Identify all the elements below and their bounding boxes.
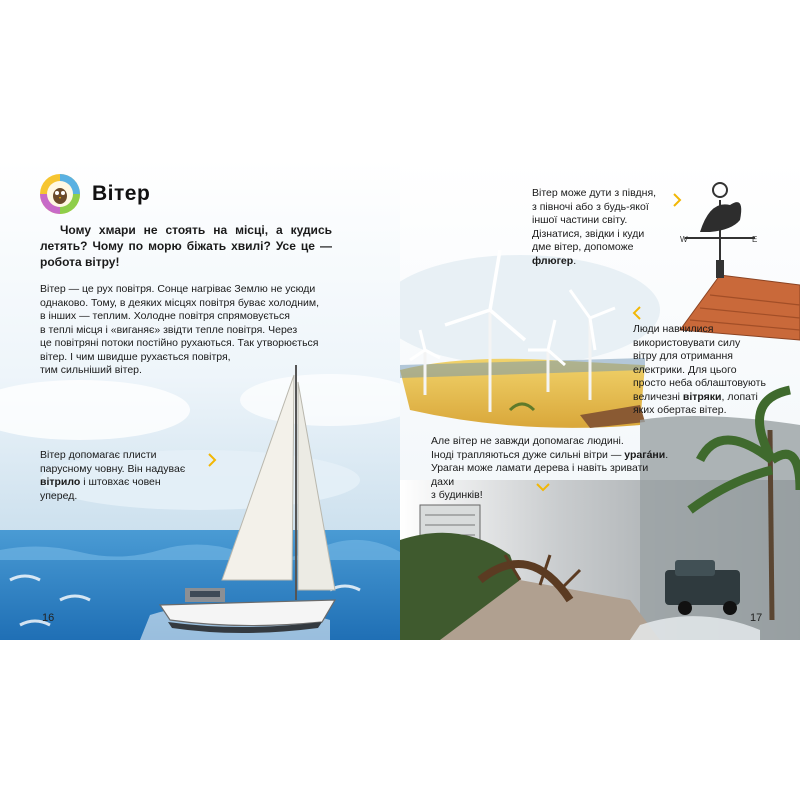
definition-text: Вітер — це рух повітря. Сонце нагріває Землю не усюди однаково. Тому, в деяких місцях повітря буває холодним, в інших — теплим. Холодне повітря спрямовується в теплі місця і «виганяє» звідти тепле повітря. Через це повітряні потоки постійно рухаються. Так утворюється вітер. І чим швидше рухається повітря, тим сильніший вітер. — [40, 283, 320, 376]
hurricane-text: Але вітер не завжди допомагає людині. Іноді трапляються дуже сильні вітри — урагáни. Ураган може ламати дерева і навіть зривати дахи з будинків! — [431, 435, 669, 501]
pointer-arrow-icon — [672, 193, 682, 207]
windmills-emphasis: вітряки — [682, 390, 722, 403]
intro-emphasis: вітру — [85, 255, 116, 269]
weathervane-emphasis: флюгер — [532, 254, 574, 267]
windmills-text: Люди навчилися використовувати силу вітру для отримання електрики. Для цього просто неба облаштовують величезні вітряки, лопаті яких обертає вітер. — [633, 323, 766, 416]
owl-badge-icon — [38, 172, 82, 216]
svg-text:W: W — [680, 235, 688, 244]
intro-text: Чому хмари не стоять на місці, а кудись летять? Чому по морю біжать хвилі? Усе це — робота вітру! — [40, 223, 332, 269]
book-spread — [0, 160, 800, 640]
left-page — [0, 160, 400, 640]
hurricane-emphasis: урагáни — [624, 448, 666, 461]
page-number-right: 17 — [750, 612, 763, 624]
page-title: Вітер — [92, 182, 151, 205]
pointer-arrow-icon — [632, 306, 642, 320]
pointer-arrow-icon — [536, 482, 550, 492]
pointer-arrow-icon — [207, 453, 217, 467]
weathervane-text: Вітер може дути з півдня, з півночі або з будь-якої іншої частини світу. Дізнатися, звідки і куди дме вітер, допоможе флюгер. — [532, 187, 657, 267]
page-number-left: 16 — [42, 612, 55, 624]
svg-text:E: E — [752, 235, 758, 244]
sail-emphasis: вітрило — [40, 476, 81, 488]
right-page — [400, 160, 800, 640]
sailboat-text: Вітер допомагає плисти парусному човну. Він надуває вітрило і штовхає човен уперед. — [40, 449, 186, 502]
